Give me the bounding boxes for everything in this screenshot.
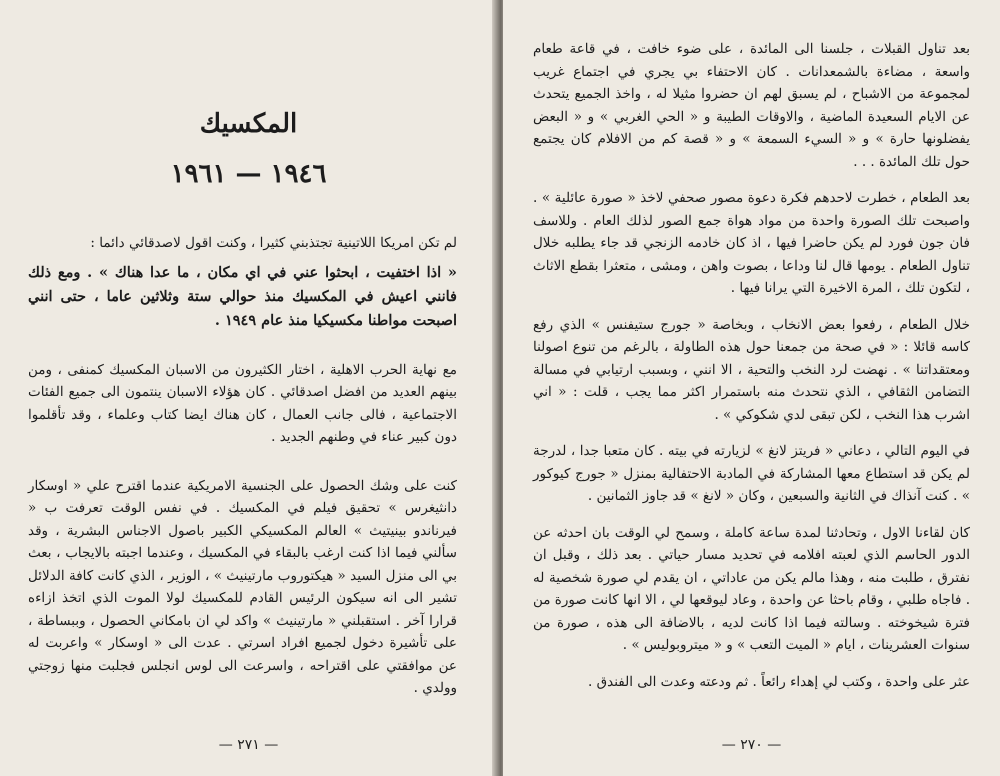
left-page	[0, 0, 497, 776]
paragraph: عثر على واحدة ، وكتب لي إهداء رائعاً . ثم ودعته وعدت الى الفندق .	[588, 673, 970, 690]
chapter-years: ١٩٤٦ — ١٩٦١	[170, 159, 327, 189]
paragraph: لم تكن امريكا اللاتينية تجتذبني كثيرا ، وكنت اقول لاصدقائي دائما :	[90, 235, 457, 251]
paragraph: « اذا اختفيت ، ابحثوا عني في اي مكان ، ما عدا هناك » . ومع ذلك فانني اعيش في المكسيك منذ حوالي ستة وثلاثين عاما ، حتى انني اصبحت مواطنا مكسيكيا منذ عام ١٩٤٩ .	[28, 263, 457, 329]
paragraph: بعد الطعام ، خطرت لاحدهم فكرة دعوة مصور صحفي لاخذ « صورة عائلية » . واصبحت تلك الصورة واحدة من مواد هواة جمع الصور لذلك العام . وللاسف فان جون فورد لم يكن حاضرا فيها ، اذ كان خادمه الزنجي قد جاء يطلبه خلال تناول الطعام . يومها قال لنا وداعا ، بصوت واهن ، ومشى ، متعثرا بقطع الاثاث ، لتكون تلك ، المرة الاخيرة التي يرانا فيها .	[533, 190, 970, 296]
paragraph: خلال الطعام ، رفعوا بعض الانخاب ، وبخاصة « جورج ستيفنس » الذي رفع كاسه قائلا : « في صحة من جمعنا حول هذه الطاولة ، بالرغم من تنوع اصولنا ومعتقداتنا » . نهضت لرد النخب والتحية ، الا انني ، وبسبب ارتيابي في مسالة التضامن الثقافي ، الذي نتحدث منه باستمرار اكثر مما يجب ، قلت : « اني اشرب هذا النخب ، لكن تبقى لدي شكوكي » .	[533, 316, 970, 423]
paragraph: كان لقاءنا الاول ، وتحادثنا لمدة ساعة كاملة ، وسمح لي الوقت بان احدثه عن الدور الحاسم الذي لعبته افلامه في تحديد مسار حياتي . بعد ذلك ، وقبل ان نفترق ، طلبت منه ، وهذا مالم يكن من عاداتي ، ان يقدم لي صورة شخصية له . فاجاه طلبي ، وقام باحثا عن واحدة ، وعاد ليوقعها لي ، الا انها كانت صورة من فترة شيخوخته . وسالته فيما اذا كانت لديه ، بالاضافة الى هذه ، صورة من سنوات العشرينات ، ايام « الميت التعب » و « ميتروبوليس » .	[533, 524, 970, 653]
paragraph: بعد تناول القبلات ، جلسنا الى المائدة ، على ضوء خافت ، في قاعة طعام واسعة ، مضاءة بالشمعدانات . كان الاحتفاء بي يجري في اجتماع غريب لمجموعة من الاشباح ، لم يسبق لهم ان حضروا مثيلا له ، واخذ الجميع يتحدث عن الايام السعيدة الماضية ، والاوقات الطيبة و « الحي الغربي » و « البعض يفضلونها حارة » و « السيء السمعة » و « قصة كم من الافلام كان يجتمع حول تلك المائدة . . .	[533, 41, 970, 170]
page-number: — ٢٧١ —	[218, 736, 279, 753]
paragraph: كنت على وشك الحصول على الجنسية الامريكية عندما اقترح علي « اوسكار دانثيغرس » تحقيق فيلم في المكسيك . في نفس الوقت تعرفت ب « فيرناندو بينيتيث » العالم المكسيكي الكبير باصول الاجناس البشرية ، وقد سألني فيما اذا كنت ارغب بالبقاء في المكسيك ، وعندما اجبته بالايجاب ، بعث بي الى منزل السيد « هيكتوروب مارتينيث » ، الوزير ، الذي كانت كافة الدلائل تشير الى انه سيكون الرئيس القادم للمكسيك لولا الموت الذي اتخذ ازاءه قرارا آخر . استقبلني « مارتينيث » واكد لي ان بامكاني الحصول ، وببساطة ، على تأشيرة دخول لجميع افراد اسرتي . عدت الى « اوسكار » واعربت له عن موافقتي على اقتراحه ، واسرعت الى لوس انجلس فجلبت منها زوجتي وولدي .	[28, 477, 457, 696]
page-number: — ٢٧٠ —	[721, 736, 782, 753]
paragraph: في اليوم التالي ، دعاني « فريتز لانغ » لزيارته في بيته . كان متعبا جدا ، لدرجة لم يكن قد استطاع معها المشاركة في المادبة الاحتفالية بمنزل « جورج كيوكور » . كنت آنذاك في الثانية والسبعين ، وكان « لانغ » قد جاوز الثمانين .	[533, 443, 970, 504]
right-page	[503, 0, 1000, 776]
chapter-title: المكسيك	[199, 109, 298, 139]
paragraph: مع نهاية الحرب الاهلية ، اختار الكثيرون من الاسبان المكسيك كمنفى ، ومن بينهم العديد من افضل اصدقائي . كان هؤلاء الاسبان ينتمون الى جميع الفئات الاجتماعية ، فالى جانب العمال ، كان هناك ايضا كتاب وعلماء ، وقد تأقلموا دون كبير عناء في وطنهم الجديد .	[28, 361, 457, 445]
